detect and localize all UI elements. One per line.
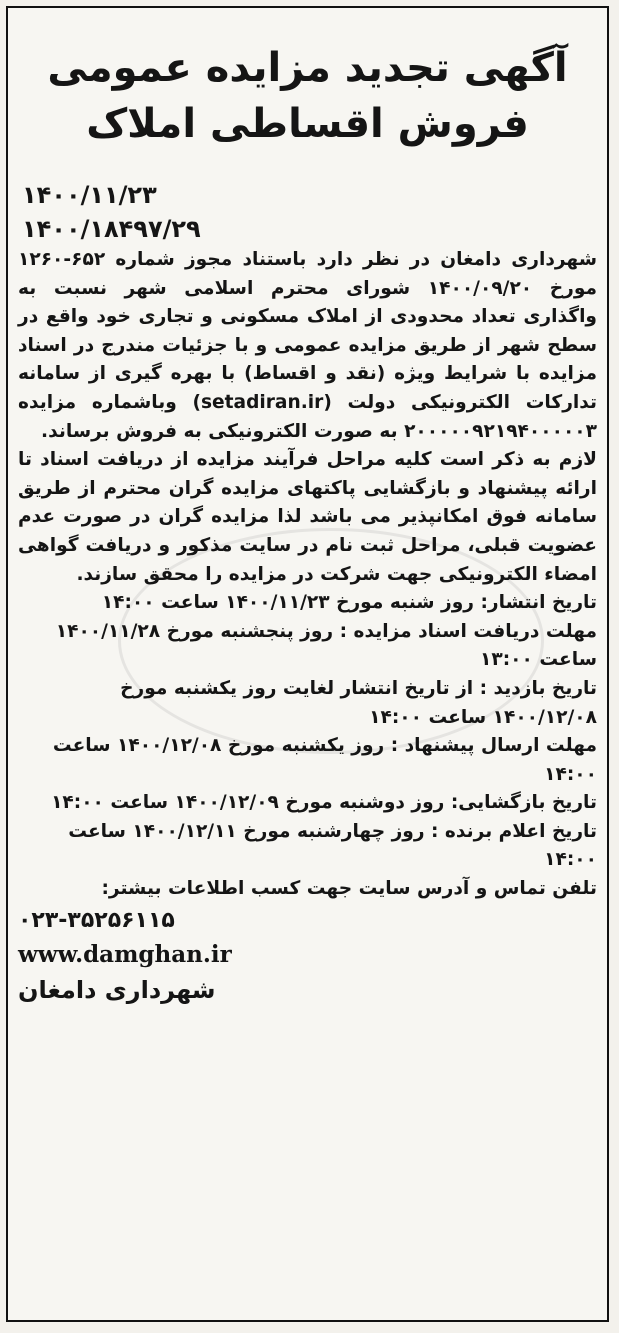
- contact-phone: ۰۲۳-۳۵۲۵۶۱۱۵: [18, 907, 175, 933]
- reference-block: [18, 178, 597, 246]
- body-paragraph-2: لازم به ذکر است کلیه مراحل فرآیند مزایده از دریافت اسناد تا ارائه پیشنهاد و بازگشایی پاکتهای مزایده گران محترم از طریق سامانه فوق امکانپذیر می باشد لذا مزایده گران در صورت عدم عضویت قبلی، مراحل ثبت نام در سایت مذکور و دریافت گواهی امضاء الکترونیکی جهت شرکت در مزایده را محقق سازند.: [18, 449, 597, 585]
- submit-deadline: مهلت ارسال پیشنهاد : روز یکشنبه مورخ ۱۴۰۰/۱۲/۰۸ ساعت ۱۴:۰۰: [52, 735, 597, 785]
- opening-date: تاریخ بازگشایی: روز دوشنبه مورخ ۱۴۰۰/۱۲/۰۹ ساعت ۱۴:۰۰: [51, 792, 597, 814]
- advertisement-content: [18, 16, 597, 1312]
- schedule-list: [18, 589, 597, 875]
- website-link[interactable]: www.damghan.ir: [18, 940, 232, 968]
- reference-number: ۱۴۰۰/۱۸۴۹۷/۲۹: [22, 215, 201, 243]
- ad-title: [18, 40, 597, 152]
- municipality-signature: شهرداری دامغان: [18, 975, 216, 1004]
- body-paragraph-1: شهرداری دامغان در نظر دارد باستناد مجوز شماره ۶۵۲-۱۲۶۰ مورخ ۱۴۰۰/۰۹/۲۰ شورای محترم اسلامی شهر نسبت به واگذاری تعداد محدودی از املاک مسکونی و تجاری خود واقع در سطح شهر از طریق مزایده عمومی و با جزئیات مندرج در اسناد مزایده با شرایط ویژه (نقد و اقساط) با بهره گیری از سامانه تدارکات الکترونیکی دولت (setadiran.ir) وباشماره مزایده ۲۰۰۰۰۰۹۲۱۹۴۰۰۰۰۰۳ به صورت الکترونیکی به فروش برساند.: [18, 249, 598, 442]
- reference-date: ۱۴۰۰/۱۱/۲۳: [22, 181, 157, 209]
- contact-block: [18, 875, 597, 1008]
- docs-deadline: مهلت دریافت اسناد مزایده : روز پنجشنبه مورخ ۱۴۰۰/۱۱/۲۸ ساعت ۱۳:۰۰: [55, 620, 597, 671]
- visit-date: تاریخ بازدید : از تاریخ انتشار لغایت روز یکشنبه مورخ ۱۴۰۰/۱۲/۰۸ ساعت ۱۴:۰۰: [120, 677, 597, 728]
- publish-date: تاریخ انتشار: روز شنبه مورخ ۱۴۰۰/۱۱/۲۳ ساعت ۱۴:۰۰: [101, 592, 597, 614]
- ad-title-line2: فروش اقساطی املاک: [86, 101, 529, 147]
- contact-intro: تلفن تماس و آدرس سایت جهت کسب اطلاعات بیشتر:: [101, 878, 597, 900]
- advertisement-frame: [6, 6, 609, 1322]
- winner-date: تاریخ اعلام برنده : روز چهارشنبه مورخ ۱۴۰۰/۱۲/۱۱ ساعت ۱۴:۰۰: [68, 820, 597, 871]
- ad-title-line1: آگهی تجدید مزایده عمومی: [47, 45, 568, 91]
